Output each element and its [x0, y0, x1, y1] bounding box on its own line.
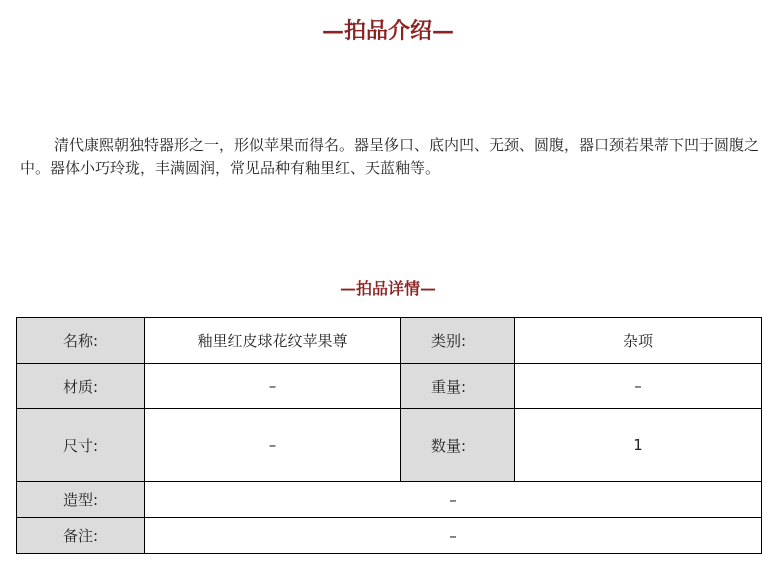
- quantity-label: 数量:: [401, 409, 515, 482]
- name-value: 釉里红皮球花纹苹果尊: [145, 318, 401, 364]
- table-row: [17, 318, 762, 364]
- quantity-value: 1: [515, 409, 762, 482]
- weight-value: –: [515, 364, 762, 409]
- weight-label: 重量:: [401, 364, 515, 409]
- details-table: [16, 317, 762, 554]
- intro-title: —拍品介绍—: [321, 18, 454, 44]
- category-value: 杂项: [515, 318, 762, 364]
- note-value: –: [145, 518, 762, 554]
- material-value: –: [145, 364, 401, 409]
- note-label: 备注:: [17, 518, 145, 554]
- shape-label: 造型:: [17, 482, 145, 518]
- size-label: 尺寸:: [17, 409, 145, 482]
- name-label: 名称:: [17, 318, 145, 364]
- category-label: 类别:: [401, 318, 515, 364]
- intro-text: 清代康熙朝独特器形之一，形似苹果而得名。器呈侈口、底内凹、无颈、圆腹，器口颈若果蒂下凹于圆腹之中。器体小巧玲珑，丰满圆润，常见品种有釉里红、天蓝釉等。: [20, 136, 760, 177]
- table-row: [17, 409, 762, 482]
- table-row: [17, 482, 762, 518]
- size-value: –: [145, 409, 401, 482]
- details-title: —拍品详情—: [339, 279, 436, 298]
- shape-value: –: [145, 482, 762, 518]
- table-row: [17, 518, 762, 554]
- material-label: 材质:: [17, 364, 145, 409]
- table-row: [17, 364, 762, 409]
